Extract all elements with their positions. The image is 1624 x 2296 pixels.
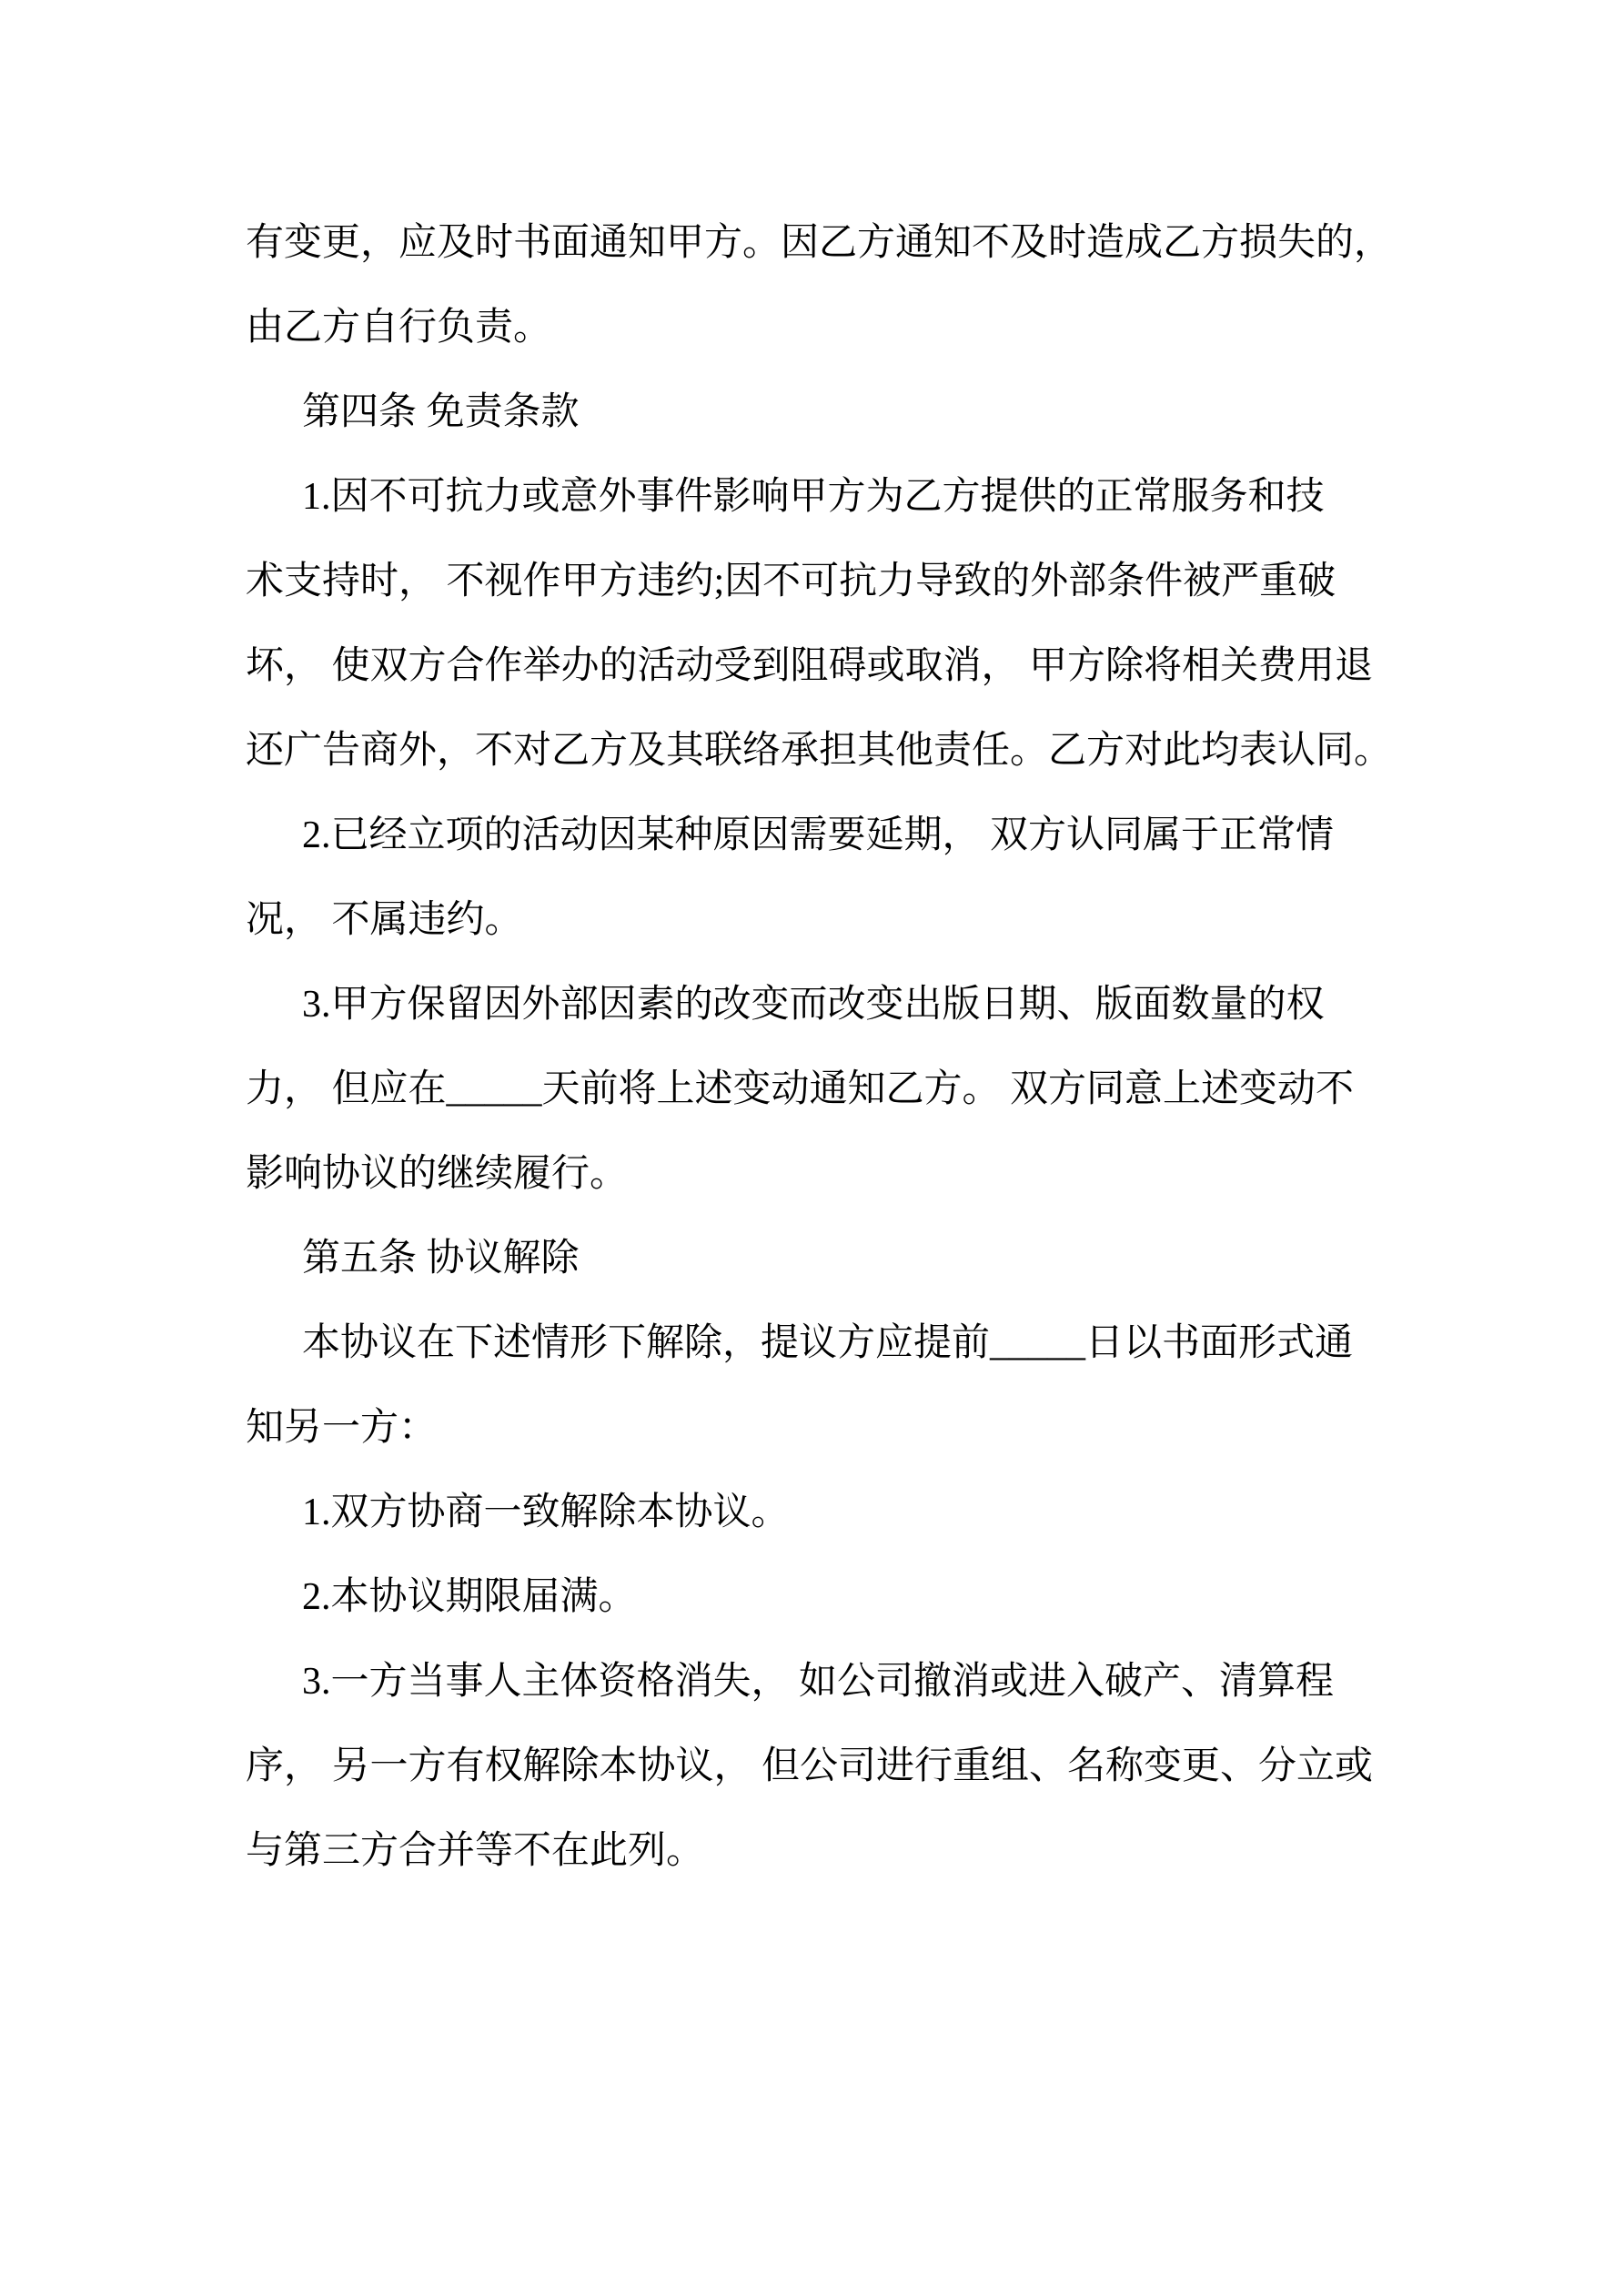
- document-line: 1.双方协商一致解除本协议。: [302, 1492, 790, 1533]
- document-line: 序， 另一方有权解除本协议， 但公司进行重组、名称变更、分立或: [246, 1745, 1374, 1787]
- document-line: 2.本协议期限届满。: [302, 1576, 637, 1618]
- document-line: 2.已经立项的活动因某种原因需要延期， 双方认同属于正常情: [302, 814, 1335, 856]
- document-line: 坏， 使双方合作举办的活动受到阻碍或取消， 甲方除将相关费用退: [246, 645, 1374, 687]
- document-line: 有变更，应及时书面通知甲方。因乙方通知不及时造成乙方损失的，: [246, 222, 1393, 264]
- document-line: 第五条 协议解除: [302, 1238, 580, 1279]
- document-line: 本协议在下述情形下解除，提议方应提前_____日以书面形式通: [302, 1322, 1354, 1364]
- document-line: 3.一方当事人主体资格消失， 如公司撤消或进入破产、清算程: [302, 1661, 1335, 1703]
- document-line: 知另一方：: [246, 1407, 438, 1449]
- document-line: 与第三方合并等不在此列。: [246, 1830, 705, 1872]
- document-body: [246, 201, 1392, 1894]
- document-line: 力， 但应在_____天前将上述变动通知乙方。 双方同意上述变动不: [246, 1068, 1355, 1110]
- document-line: 第四条 免责条款: [302, 391, 580, 433]
- document-line: 3.甲方保留因外部因素的改变而改变出版日期、版面数量的权: [302, 984, 1325, 1026]
- document-line: 术支持时， 不视作甲方违约;因不可抗力导致的外部条件被严重破: [246, 561, 1337, 602]
- document-line: 还广告商外，不对乙方及其联络承担其他责任。乙方对此均表认同。: [246, 730, 1393, 772]
- document-line: 况， 不属违约。: [246, 899, 523, 941]
- document-line: 由乙方自行负责。: [246, 307, 552, 349]
- document-line: 1.因不可抗力或意外事件影响甲方为乙方提供的正常服务和技: [302, 476, 1325, 518]
- document-line: 影响协议的继续履行。: [246, 1153, 629, 1195]
